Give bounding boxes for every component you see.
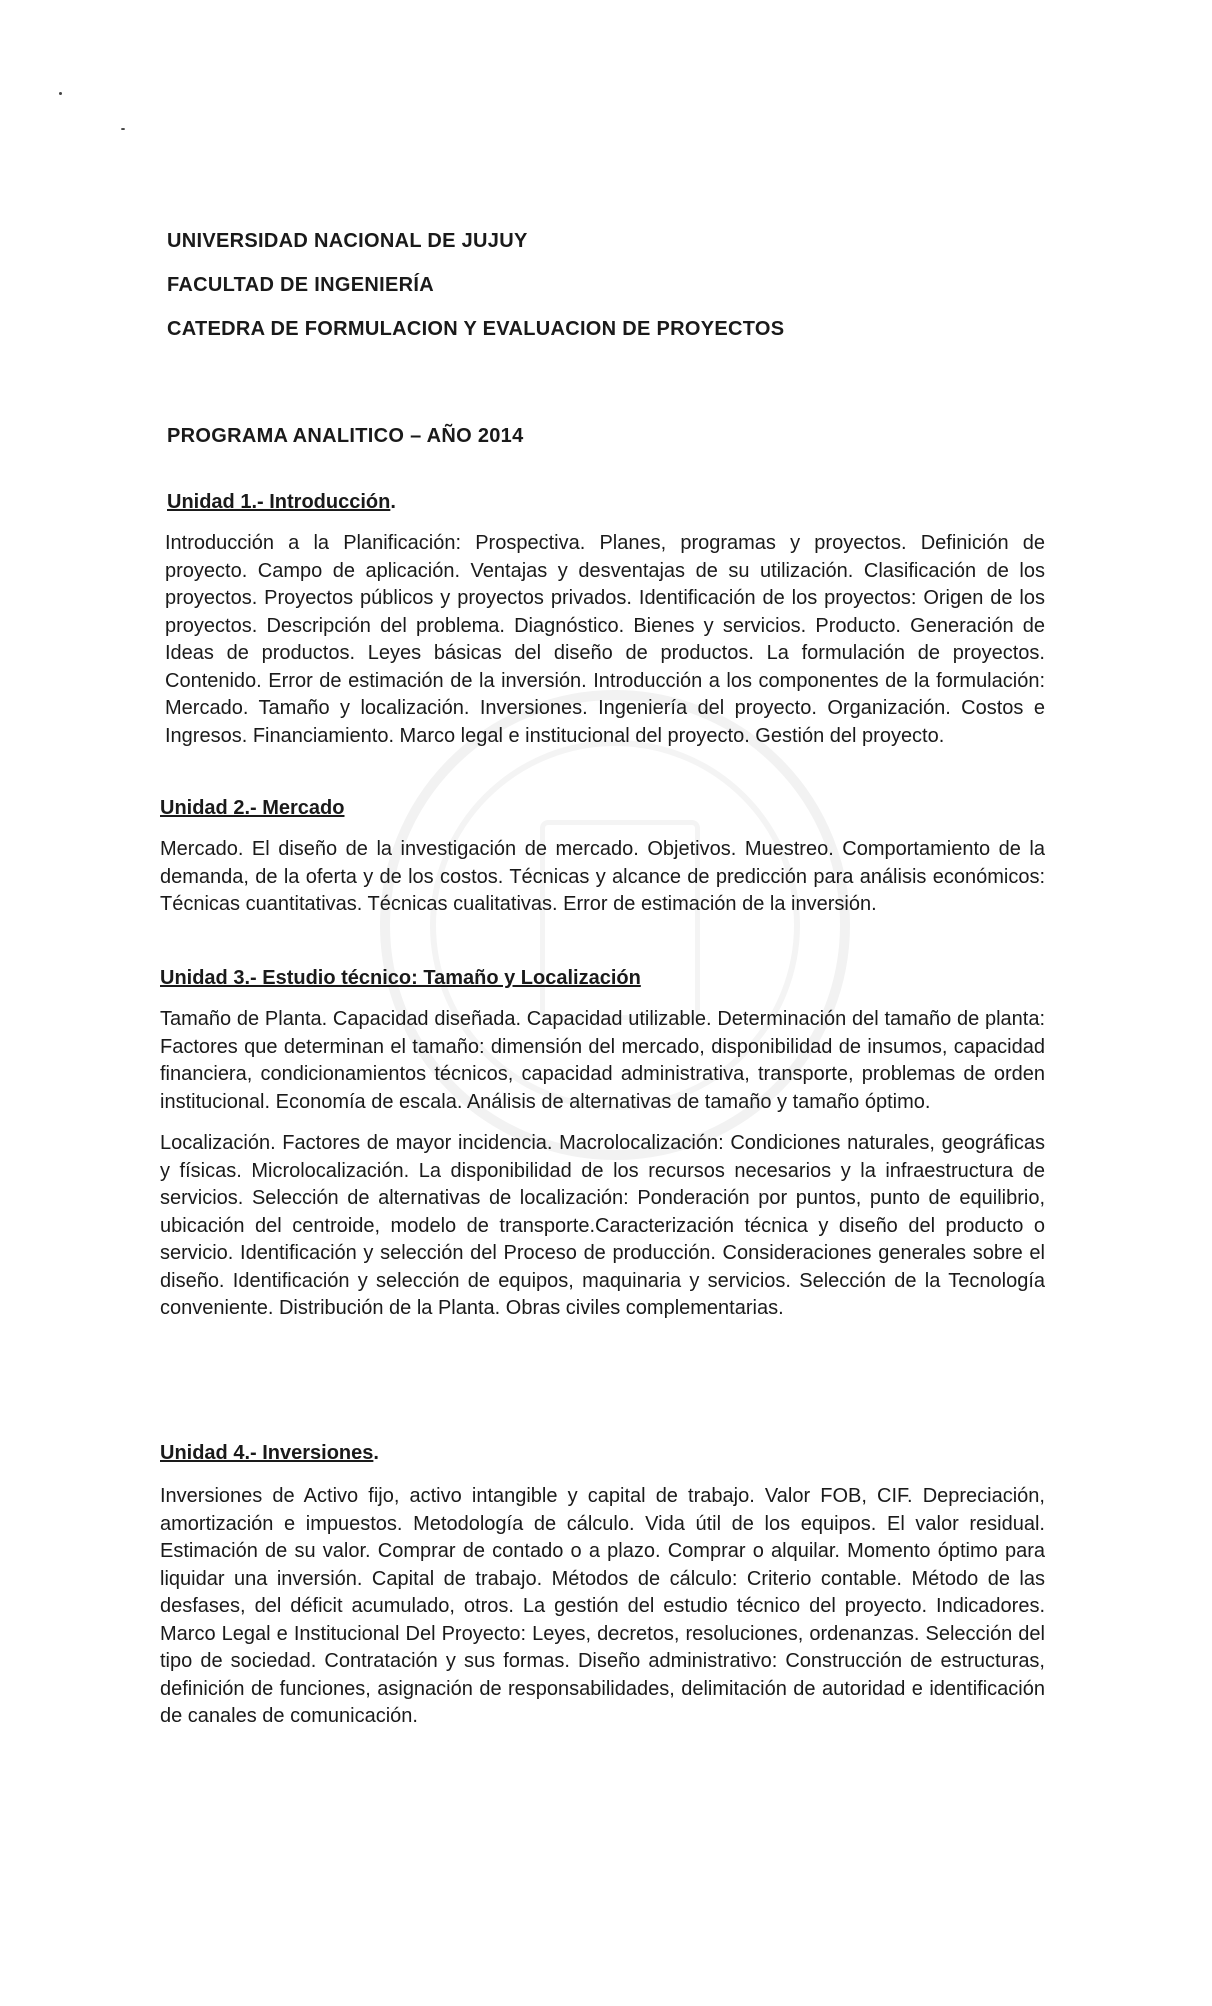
unit-heading-suffix: .	[390, 491, 396, 513]
unit-heading-suffix: .	[373, 1442, 379, 1464]
unit-heading	[167, 490, 1045, 514]
program-title: PROGRAMA ANALITICO – AÑO 2014	[167, 425, 524, 447]
unit-section	[160, 796, 1045, 919]
chair-name: CATEDRA DE FORMULACION Y EVALUACION DE PROYECTOS	[167, 318, 785, 340]
unit-heading-text: Unidad 2.- Mercado	[160, 797, 345, 819]
unit-heading	[160, 1441, 1045, 1465]
scan-speck	[59, 92, 62, 95]
unit-section	[160, 966, 1045, 1323]
document-header	[167, 230, 1047, 362]
faculty-name: FACULTAD DE INGENIERÍA	[167, 274, 434, 296]
unit-paragraph: Inversiones de Activo fijo, activo intangible y capital de trabajo. Valor FOB, CIF. Depreciación, amortización e impuestos. Metodología de cálculo. Vida útil de los equipos. El valor residual. Estimación de su valor. Comprar de contado o a plazo. Comprar o alquilar. Momento óptimo para liquidar una inversión. Capital de trabajo. Métodos de cálculo: Criterio contable. Método de las desfases, del déficit acumulado, otros. La gestión del estudio técnico del proyecto. Indicadores. Marco Legal e Institucional Del Proyecto: Leyes, decretos, resoluciones, ordenanzas. Selección del tipo de sociedad. Contratación y sus formas. Diseño administrativo: Construcción de estructuras, definición de funciones, asignación de responsabilidades, delimitación de autoridad e identificación de canales de comunicación.	[160, 1485, 1045, 1727]
unit-paragraph: Mercado. El diseño de la investigación de mercado. Objetivos. Muestreo. Comportamiento de la demanda, de la oferta y de los costos. Técnicas y alcance de predicción para análisis económicos: Técnicas cuantitativas. Técnicas cualitativas. Error de estimación de la inversión.	[160, 838, 1045, 915]
unit-paragraph: Introducción a la Planificación: Prospectiva. Planes, programas y proyectos. Definición de proyecto. Campo de aplicación. Ventajas y desventajas de su utilización. Clasificación de los proyectos. Proyectos públicos y proyectos privados. Identificación de los proyectos: Origen de los proyectos. Descripción del problema. Diagnóstico. Bienes y servicios. Producto. Generación de Ideas de productos. Leyes básicas del diseño de productos. La formulación de proyectos. Contenido. Error de estimación de la inversión. Introducción a los componentes de la formulación: Mercado. Tamaño y localización. Inversiones. Ingeniería del proyecto. Organización. Costos e Ingresos. Financiamiento. Marco legal e institucional del proyecto. Gestión del proyecto.	[165, 532, 1045, 747]
unit-heading-text: Unidad 3.- Estudio técnico: Tamaño y Localización	[160, 967, 641, 989]
unit-heading-text: Unidad 4.- Inversiones	[160, 1442, 374, 1464]
unit-paragraph: Tamaño de Planta. Capacidad diseñada. Capacidad utilizable. Determinación del tamaño de planta: Factores que determinan el tamaño: dimensión del mercado, disponibilidad de insumos, capacidad financiera, condicionamientos técnicos, capacidad administrativa, transporte, problemas de orden institucional. Economía de escala. Análisis de alternativas de tamaño y tamaño óptimo.	[160, 1008, 1045, 1113]
unit-heading	[160, 966, 1045, 990]
unit-section	[160, 1441, 1045, 1731]
unit-heading	[160, 796, 1045, 820]
university-name: UNIVERSIDAD NACIONAL DE JUJUY	[167, 230, 528, 252]
unit-paragraph: Localización. Factores de mayor incidencia. Macrolocalización: Condiciones naturales, geográficas y físicas. Microlocalización. La disponibilidad de los recursos necesarios y la infraestructura de servicios. Selección de alternativas de localización: Ponderación por puntos, punto de equilibrio, ubicación del centroide, modelo de transporte.Caracterización técnica y diseño del producto o servicio. Identificación y selección del Proceso de producción. Consideraciones generales sobre el diseño. Identificación y selección de equipos, maquinaria y servicios. Selección de la Tecnología conveniente. Distribución de la Planta. Obras civiles complementarias.	[160, 1132, 1045, 1319]
unit-section	[160, 490, 1045, 750]
scan-speck	[121, 128, 125, 130]
unit-heading-text: Unidad 1.- Introducción	[167, 491, 391, 513]
